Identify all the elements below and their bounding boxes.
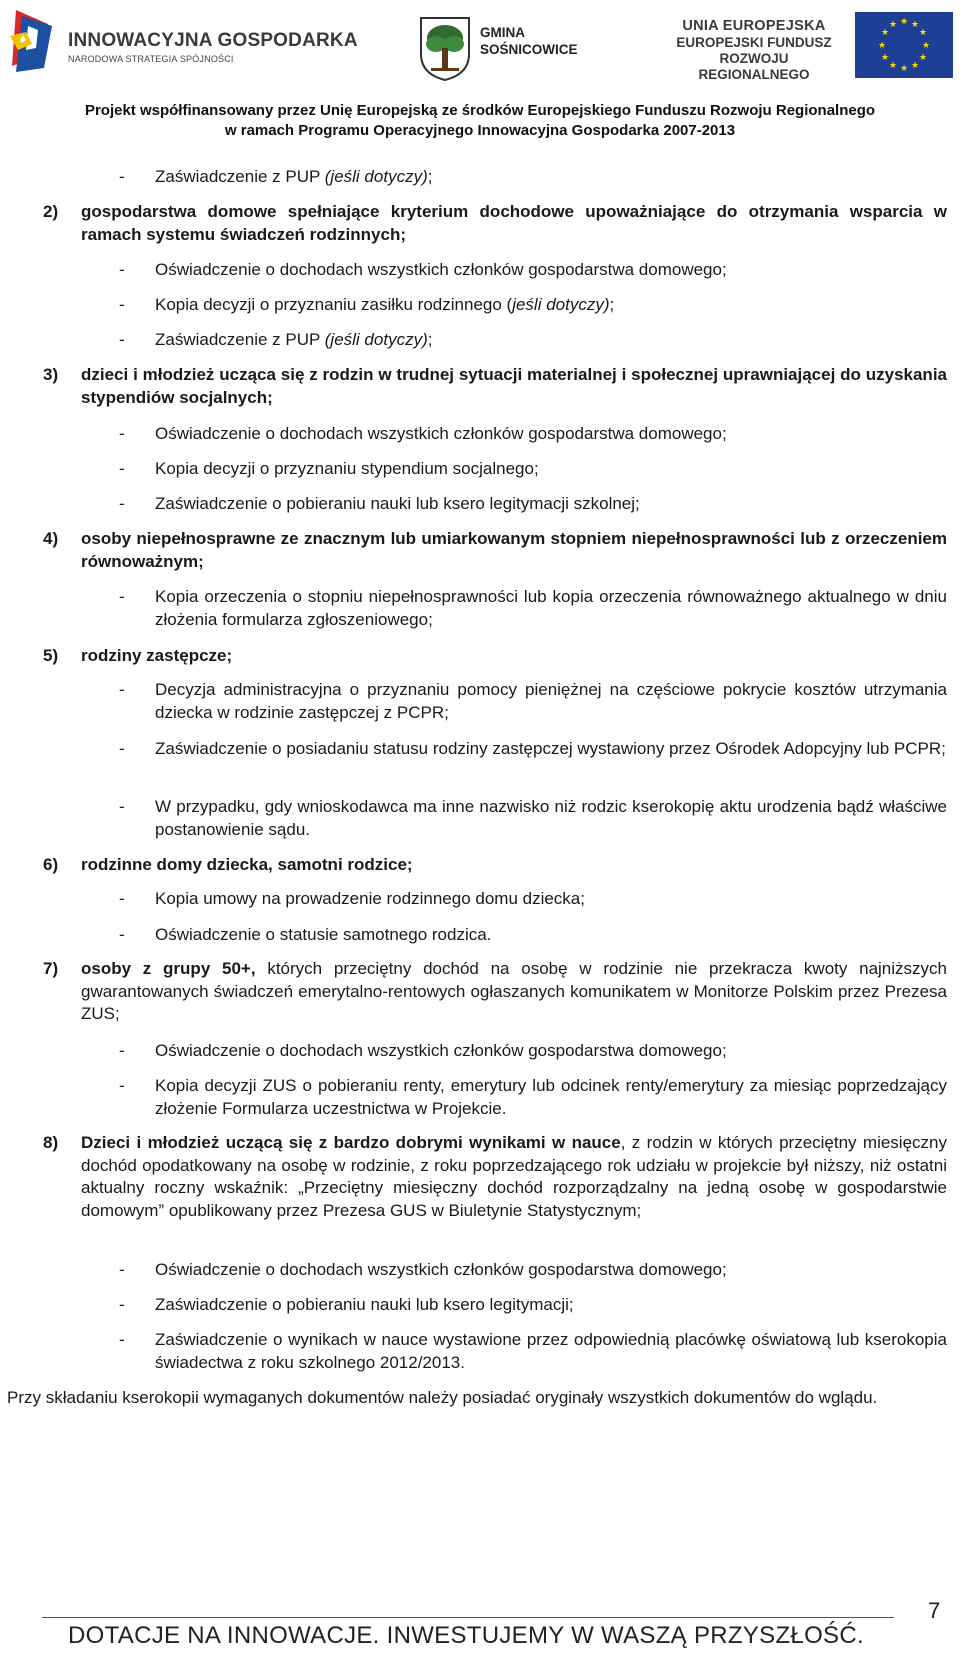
section-number: 5) bbox=[43, 646, 59, 665]
section-heading: osoby z grupy 50+, bbox=[81, 959, 256, 978]
dash: - bbox=[119, 925, 125, 944]
list-item bbox=[119, 493, 947, 516]
item-text: W przypadku, gdy wnioskodawca ma inne nazwisko niż rodzic kserokopię aktu urodzenia bądź właściwe postanowienie sądu. bbox=[155, 797, 947, 839]
item-text: Kopia decyzji ZUS o pobieraniu renty, emerytury lub odcinek renty/emerytury za miesiąc poprzedzający złożenie Formularza uczestnictwa w Projekcie. bbox=[155, 1076, 947, 1118]
item-text: Oświadczenie o dochodach wszystkich członków gospodarstwa domowego; bbox=[155, 260, 727, 279]
funding-line1: Projekt współfinansowany przez Unię Europejską ze środków Europejskiego Funduszu Rozwoju Regionalnego bbox=[84, 102, 876, 119]
item-text: Oświadczenie o dochodach wszystkich członków gospodarstwa domowego; bbox=[155, 424, 727, 443]
item-text: Zaświadczenie o pobieraniu nauki lub ksero legitymacji; bbox=[155, 1295, 574, 1314]
svg-text:★: ★ bbox=[910, 20, 920, 30]
item-text: Oświadczenie o dochodach wszystkich członków gospodarstwa domowego; bbox=[155, 1041, 727, 1060]
list-item bbox=[119, 423, 947, 446]
list-item bbox=[119, 329, 947, 352]
closing-note: Przy składaniu kserokopii wymaganych dokumentów należy posiadać oryginały wszystkich dokumentów do wglądu. bbox=[7, 1388, 878, 1407]
item-text-italic: jeśli dotyczy) bbox=[512, 295, 610, 314]
eu-flag-icon bbox=[855, 12, 953, 78]
svg-text:★: ★ bbox=[880, 53, 890, 63]
svg-text:★: ★ bbox=[880, 28, 890, 38]
dash: - bbox=[119, 424, 125, 443]
eu-logo bbox=[665, 12, 955, 82]
list-item bbox=[119, 294, 947, 317]
list-item bbox=[119, 1040, 947, 1063]
section-paragraph bbox=[81, 958, 947, 1026]
list-item bbox=[119, 1075, 947, 1120]
eu-text bbox=[665, 18, 843, 83]
eu-line3: ROZWOJU REGIONALNEGO bbox=[698, 51, 810, 82]
dash: - bbox=[119, 1295, 125, 1314]
ig-subtitle: NARODOWA STRATEGIA SPÓJNOŚCI bbox=[68, 54, 234, 64]
list-item bbox=[119, 259, 947, 282]
section-number: 4) bbox=[43, 529, 59, 548]
item-text-italic: (jeśli dotyczy) bbox=[324, 330, 428, 349]
section-paragraph bbox=[81, 1132, 947, 1222]
gmina-logo bbox=[415, 14, 605, 82]
item-text: Zaświadczenie o wynikach w nauce wystawione przez odpowiednią placówkę oświatową lub kserokopia świadectwa z roku szkolnego 2012/2013. bbox=[155, 1330, 947, 1372]
item-text: Kopia decyzji o przyznaniu stypendium socjalnego; bbox=[155, 459, 539, 478]
dash: - bbox=[119, 680, 125, 699]
eu-line1: UNIA EUROPEJSKA bbox=[682, 18, 826, 34]
dash: - bbox=[119, 1260, 125, 1279]
footer-slogan: DOTACJE NA INNOWACJE. INWESTUJEMY W WASZĄ PRZYSZŁOŚĆ. bbox=[68, 1622, 864, 1649]
page-header bbox=[0, 0, 960, 95]
section-number: 2) bbox=[43, 202, 59, 221]
item-text: Kopia umowy na prowadzenie rodzinnego domu dziecka; bbox=[155, 889, 585, 908]
svg-text:★: ★ bbox=[888, 20, 898, 30]
section-body: , z rodzin w których przeciętny miesięczny dochód opodatkowany na osobę w rodzinie, z roku poprzedzającego rok udziału w projekcie był niższy, niż ostatni aktualny roczny wskaźnik: „Przeciętny miesięczny dochód rozporządzalny na jedną osobę w gospodarstwie domowym” opublikowany przez Prezesa GUS w Biuletynie Statystycznym; bbox=[81, 1133, 947, 1220]
dash: - bbox=[119, 1076, 125, 1095]
svg-text:★: ★ bbox=[888, 61, 898, 71]
svg-text:★: ★ bbox=[910, 61, 920, 71]
item-text: Kopia decyzji o przyznaniu zasiłku rodzinnego ( bbox=[155, 295, 513, 314]
dash: - bbox=[119, 739, 125, 758]
dash: - bbox=[119, 1330, 125, 1349]
section-number: 3) bbox=[43, 365, 59, 384]
list-item bbox=[119, 458, 947, 481]
dash: - bbox=[119, 1041, 125, 1060]
dash: - bbox=[119, 587, 125, 606]
list-item bbox=[119, 679, 947, 724]
section-heading: rodziny zastępcze; bbox=[81, 646, 233, 665]
section-body: których przeciętny dochód na osobę w rodzinie nie przekracza kwoty najniższych gwarantowanych świadczeń emerytalno-rentowych ogłaszanych komunikatem w Monitorze Polskim przez Prezesa ZUS; bbox=[81, 959, 947, 1023]
svg-text:★: ★ bbox=[918, 28, 928, 38]
dash: - bbox=[119, 797, 125, 816]
item-text: Zaświadczenie z PUP bbox=[155, 167, 325, 186]
svg-text:★: ★ bbox=[899, 17, 909, 27]
dash: - bbox=[119, 330, 125, 349]
list-item bbox=[119, 924, 947, 947]
item-text-italic: (jeśli dotyczy) bbox=[324, 167, 428, 186]
section-number: 8) bbox=[43, 1133, 59, 1152]
list-item bbox=[119, 888, 947, 911]
dash: - bbox=[119, 494, 125, 513]
list-item bbox=[119, 1294, 947, 1317]
gmina-line1: GMINA bbox=[480, 25, 525, 40]
dash: - bbox=[119, 295, 125, 314]
ig-emblem-icon bbox=[8, 6, 60, 74]
item-text: Oświadczenie o statusie samotnego rodzica. bbox=[155, 925, 492, 944]
dash: - bbox=[119, 260, 125, 279]
eu-line2: EUROPEJSKI FUNDUSZ bbox=[676, 35, 832, 50]
item-text-end: ; bbox=[427, 330, 433, 349]
gmina-name bbox=[480, 24, 578, 58]
list-item bbox=[119, 1259, 947, 1282]
gmina-line2: SOŚNICOWICE bbox=[480, 42, 578, 57]
section-heading: gospodarstwa domowe spełniające kryterium dochodowe upoważniające do otrzymania wsparcia w ramach systemu świadczeń rodzinnych; bbox=[81, 202, 947, 244]
ig-title: INNOWACYJNA GOSPODARKA bbox=[68, 30, 358, 51]
svg-text:★: ★ bbox=[918, 53, 928, 63]
page-number: 7 bbox=[928, 1598, 941, 1623]
item-text: Kopia orzeczenia o stopniu niepełnosprawności lub kopia orzeczenia równoważnego aktualnego w dniu złożenia formularza zgłoszeniowego; bbox=[155, 587, 947, 629]
funding-line2: w ramach Programu Operacyjnego Innowacyjna Gospodarka 2007-2013 bbox=[224, 122, 736, 139]
footer-divider bbox=[42, 1617, 894, 1618]
list-item bbox=[119, 586, 947, 631]
section-heading: rodzinne domy dziecka, samotni rodzice; bbox=[81, 855, 413, 874]
svg-text:★: ★ bbox=[877, 41, 887, 51]
section-number: 6) bbox=[43, 855, 59, 874]
section-number: 7) bbox=[43, 959, 59, 978]
dash: - bbox=[119, 889, 125, 908]
item-text: Decyzja administracyjna o przyznaniu pomocy pieniężnej na częściowe pokrycie kosztów utrzymania dziecka w rodzinie zastępczej z PCPR; bbox=[155, 680, 947, 722]
item-text: Zaświadczenie z PUP bbox=[155, 330, 325, 349]
list-item bbox=[119, 166, 947, 189]
list-item bbox=[119, 738, 947, 761]
dash: - bbox=[119, 167, 125, 186]
funding-statement bbox=[0, 101, 960, 141]
item-text-end: ; bbox=[427, 167, 433, 186]
svg-text:★: ★ bbox=[899, 64, 909, 74]
svg-text:★: ★ bbox=[921, 41, 931, 51]
section-heading: dzieci i młodzież ucząca się z rodzin w trudnej sytuacji materialnej i społecznej uprawniającej do uzyskania stypendiów socjalnych; bbox=[81, 365, 947, 407]
item-text: Zaświadczenie o posiadaniu statusu rodziny zastępczej wystawiony przez Ośrodek Adopcyjny lub PCPR; bbox=[155, 739, 946, 758]
item-text-end: ; bbox=[609, 295, 615, 314]
item-text: Oświadczenie o dochodach wszystkich członków gospodarstwa domowego; bbox=[155, 1260, 727, 1279]
section-heading: osoby niepełnosprawne ze znacznym lub umiarkowanym stopniem niepełnosprawności lub z orzeczeniem równoważnym; bbox=[81, 529, 947, 571]
innowacyjna-gospodarka-logo bbox=[8, 6, 358, 76]
item-text: Zaświadczenie o pobieraniu nauki lub ksero legitymacji szkolnej; bbox=[155, 494, 640, 513]
dash: - bbox=[119, 459, 125, 478]
section-heading: Dzieci i młodzież uczącą się z bardzo dobrymi wynikami w nauce bbox=[81, 1133, 621, 1152]
list-item bbox=[119, 796, 947, 841]
gmina-crest-icon bbox=[415, 14, 475, 82]
list-item bbox=[119, 1329, 947, 1374]
